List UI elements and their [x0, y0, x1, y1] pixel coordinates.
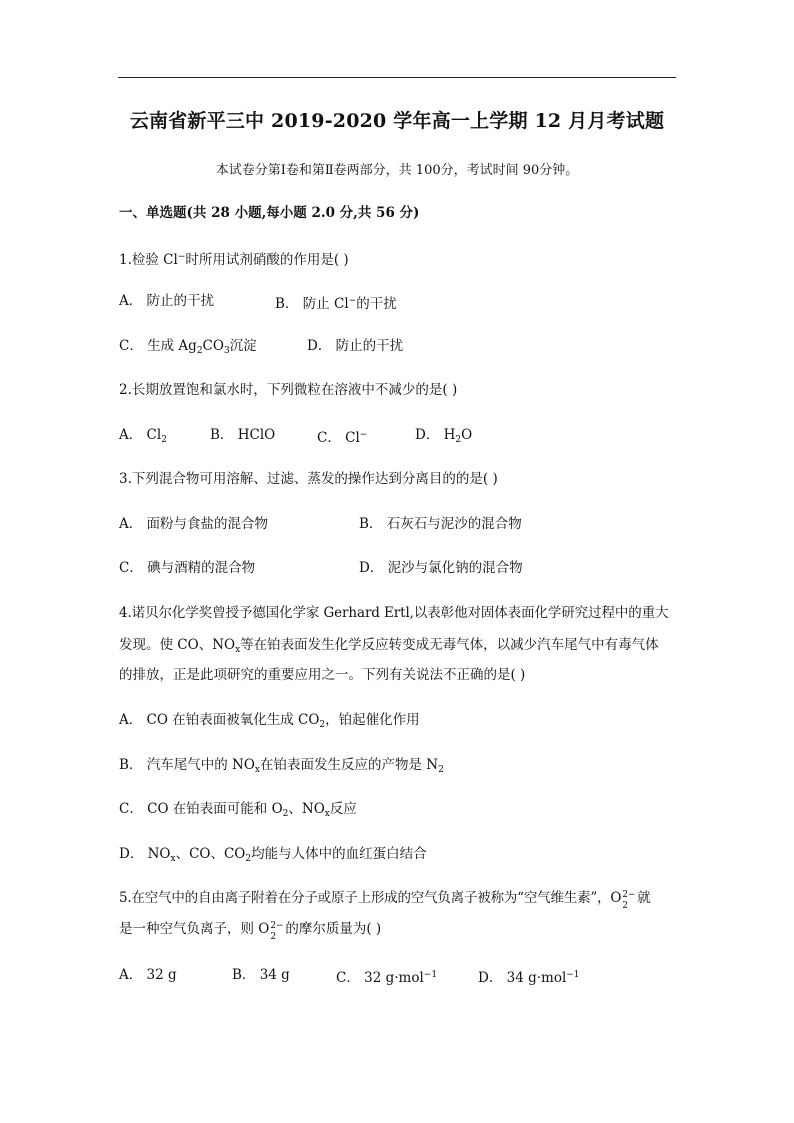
- q5-line1-sub: 2: [622, 901, 628, 911]
- q4-stem-line1: 4.诺贝尔化学奖曾授予德国化学家 Gerhard Ertl,以表彰他对固体表面化学研究过程中的重大: [119, 605, 669, 621]
- q1-option-b-text2: 的干扰: [356, 296, 397, 312]
- q2-option-a-sub: 2: [161, 435, 167, 445]
- q2-option-a: [119, 426, 167, 449]
- q4-option-b-text: B． 汽车尾气中的 NO: [119, 757, 255, 773]
- q2-option-d-text: D． H: [415, 427, 456, 443]
- q5-line1-ion-script: [621, 889, 636, 911]
- q3-option-d: D． 泥沙与氯化钠的混合物: [359, 560, 523, 576]
- q4-option-b: [119, 756, 444, 779]
- q5-option-c-text: C． 32 g·mol: [336, 970, 424, 986]
- q2-stem: 2.长期放置饱和氯水时，下列微粒在溶液中不减少的是( ): [119, 382, 458, 398]
- q3-stem: 3.下列混合物可用溶解、过滤、蒸发的操作达到分离目的的是( ): [119, 471, 498, 487]
- q4-option-c-sub: 2: [282, 809, 289, 819]
- q4-option-d-sub: x: [170, 854, 176, 864]
- q4-option-c-text2: 、NO: [288, 801, 325, 817]
- q5-line2-sub: 2: [270, 932, 277, 942]
- q1-option-a: A． 防止的干扰: [119, 293, 215, 309]
- q1-option-c-text: C． 生成 Ag: [119, 338, 197, 354]
- q4-option-d-text: D． NO: [119, 846, 171, 862]
- q5-option-c: [336, 966, 437, 987]
- q4-option-b-text2: 在铂表面发生反应的产物是 N: [259, 757, 439, 773]
- q5-option-d: [478, 966, 580, 987]
- q1-option-c-text3: 沉淀: [229, 338, 257, 354]
- q5-line2-text: 是一种空气负离子，则 O: [119, 921, 270, 937]
- q4-option-c-text3: 反应: [329, 801, 357, 817]
- q4-stem-line3: 的排放，正是此项研究的重要应用之一。下列有关说法不正确的是( ): [119, 667, 526, 683]
- q2-option-a-text: A． Cl: [119, 427, 162, 443]
- q5-option-d-text: D． 34 g·mol: [478, 970, 567, 986]
- q4-option-a-text: A． CO 在铂表面被氧化生成 CO: [119, 712, 320, 728]
- q4-option-d-text3: 均能与人体中的血红蛋白结合: [251, 846, 427, 862]
- q4-option-a: [119, 711, 420, 734]
- q1-option-c: [119, 337, 257, 360]
- q5-line1-sup: 2−: [622, 890, 636, 900]
- q4-line2-text2: 等在铂表面发生化学反应转变成无毒气体，以减少汽车尾气中有毒气体: [240, 637, 659, 653]
- q3-option-a: A． 面粉与食盐的混合物: [119, 516, 269, 532]
- section-heading: 一、单选题(共 28 小题,每小题 2.0 分,共 56 分): [119, 205, 420, 221]
- page-title: 云南省新平三中 2019-2020 学年高一上学期 12 月月考试题: [129, 110, 665, 132]
- q4-line2-sub: x: [235, 645, 241, 655]
- q2-option-c-text: C． Cl: [317, 430, 360, 446]
- q1-stem-text: 1.检验 Cl: [119, 252, 178, 268]
- q4-option-d-text2: 、CO、CO: [175, 846, 246, 862]
- q2-option-b: B． HClO: [210, 427, 276, 443]
- q3-option-b: B． 石灰石与泥沙的混合物: [359, 516, 522, 532]
- q1-option-b-sup: −: [348, 296, 357, 306]
- q5-line1-text2: 就: [637, 890, 651, 906]
- q4-option-d-sub2: 2: [245, 854, 252, 864]
- header-rule: [118, 77, 676, 78]
- q4-option-a-sub: 2: [319, 720, 326, 730]
- q4-option-c-text: C． CO 在铂表面可能和 O: [119, 801, 283, 817]
- q1-stem-sup: −: [177, 252, 186, 262]
- q4-option-a-text2: ，铂起催化作用: [325, 712, 420, 728]
- q5-stem-line2: [119, 920, 382, 942]
- q4-option-b-sub: x: [254, 765, 260, 775]
- q3-option-c: C． 碘与酒精的混合物: [119, 560, 256, 576]
- q1-stem-text2: 时所用试剂硝酸的作用是( ): [185, 252, 349, 268]
- q4-option-c: [119, 800, 357, 823]
- q1-stem: [119, 248, 349, 269]
- q5-option-d-sup: −1: [566, 970, 580, 980]
- q2-option-d-text2: O: [461, 427, 473, 443]
- q4-option-b-sub2: 2: [438, 765, 444, 775]
- q2-option-c: [317, 426, 367, 447]
- q1-option-c-text2: CO: [202, 338, 224, 354]
- q5-stem-line1: [119, 889, 651, 911]
- q4-option-d: [119, 845, 427, 868]
- q1-option-b: [275, 292, 397, 313]
- q5-line2-sup: 2−: [270, 921, 284, 931]
- q5-option-b: B． 34 g: [232, 967, 290, 983]
- q1-option-c-sub2: 3: [223, 346, 230, 356]
- q5-line1-text: 5.在空气中的自由离子附着在分子或原子上形成的空气负离子被称为“空气维生素”，O: [119, 890, 622, 906]
- q5-line2-ion-script: [269, 920, 284, 942]
- q2-option-d: [415, 426, 472, 449]
- q4-line2-text: 发现。使 CO、NO: [119, 637, 236, 653]
- q2-option-d-sub: 2: [455, 435, 462, 445]
- q5-option-a: A． 32 g: [119, 967, 177, 983]
- q5-option-c-sup: −1: [423, 970, 438, 980]
- q1-option-c-sub1: 2: [196, 346, 203, 356]
- q2-option-c-sup: −: [359, 430, 368, 440]
- q5-line2-text2: 的摩尔质量为( ): [285, 921, 382, 937]
- q1-option-d: D． 防止的干扰: [307, 338, 404, 354]
- exam-intro: 本试卷分第Ⅰ卷和第Ⅱ卷两部分，共 100分，考试时间 90分钟。: [215, 163, 579, 178]
- q4-stem-line2: [119, 636, 659, 659]
- q4-option-c-sub2: x: [324, 809, 330, 819]
- q1-option-b-text: B． 防止 Cl: [275, 296, 349, 312]
